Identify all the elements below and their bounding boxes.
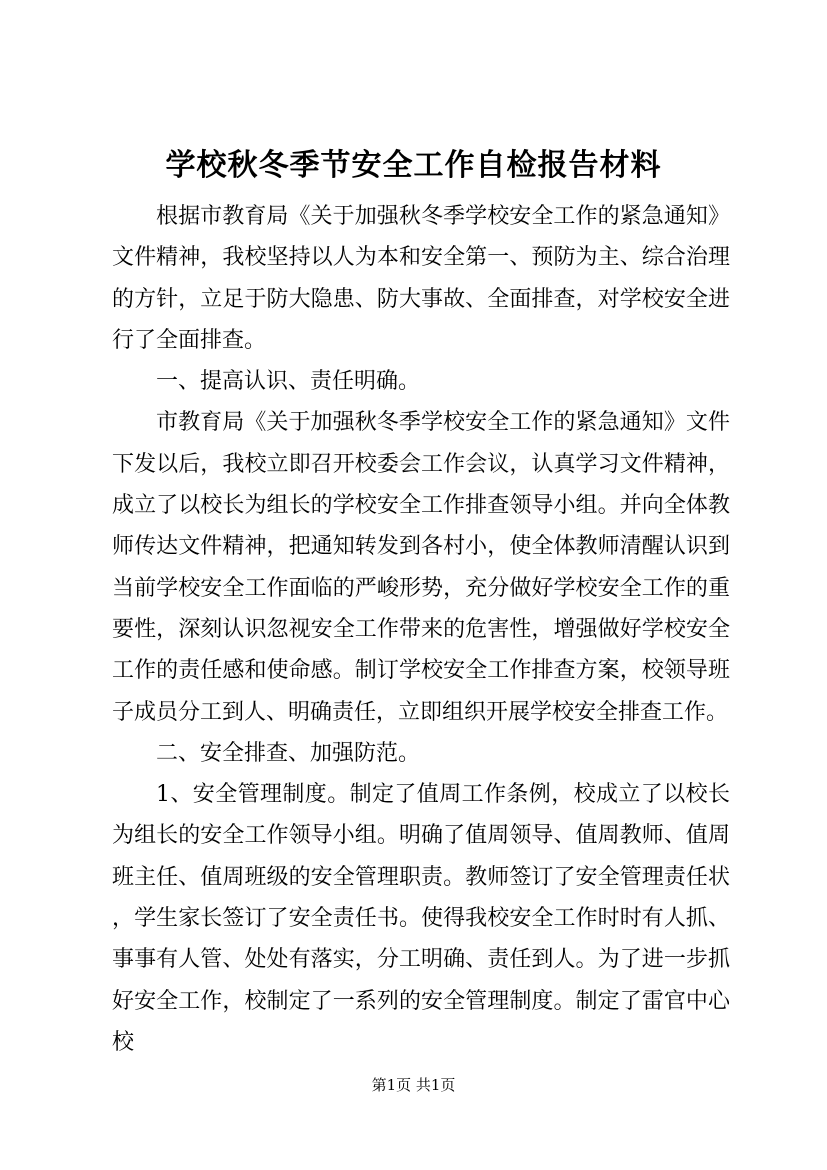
paragraph-section-2-item-1: 1、安全管理制度。制定了值周工作条例，校成立了以校长为组长的安全工作领导小组。明确了值周领导、值周教师、值周班主任、值周班级的安全管理职责。教师签订了安全管理责任状，学生家长签订了安全责任书。使得我校安全工作时时有人抓、事事有人管、处处有落实，分工明确、责任到人。为了进一步抓好安全工作，校制定了一系列的安全管理制度。制定了雷官中心校 [112,782,730,1055]
document-body [112,196,730,1063]
page-footer: 第1页 共1页 [371,1076,456,1094]
section-heading-2: 二、安全排查、加强防范。 [156,740,421,766]
paragraph-intro: 根据市教育局《关于加强秋冬季学校安全工作的紧急通知》文件精神，我校坚持以人为本和安全第一、预防为主、综合治理的方针，立足于防大隐患、防大事故、全面排查，对学校安全进行了全面排查。 [112,204,730,353]
section-heading-1: 一、提高认识、责任明确。 [156,369,421,395]
paragraph-section-1: 市教育局《关于加强秋冬季学校安全工作的紧急通知》文件下发以后，我校立即召开校委会工作会议，认真学习文件精神，成立了以校长为组长的学校安全工作排查领导小组。并向全体教师传达文件精神，把通知转发到各村小，使全体教师清醒认识到当前学校安全工作面临的严峻形势，充分做好学校安全工作的重要性，深刻认识忽视安全工作带来的危害性，增强做好学校安全工作的责任感和使命感。制订学校安全工作排查方案，校领导班子成员分工到人、明确责任，立即组织开展学校安全排查工作。 [112,410,730,725]
document-title: 学校秋冬季节安全工作自检报告材料 [165,148,662,183]
